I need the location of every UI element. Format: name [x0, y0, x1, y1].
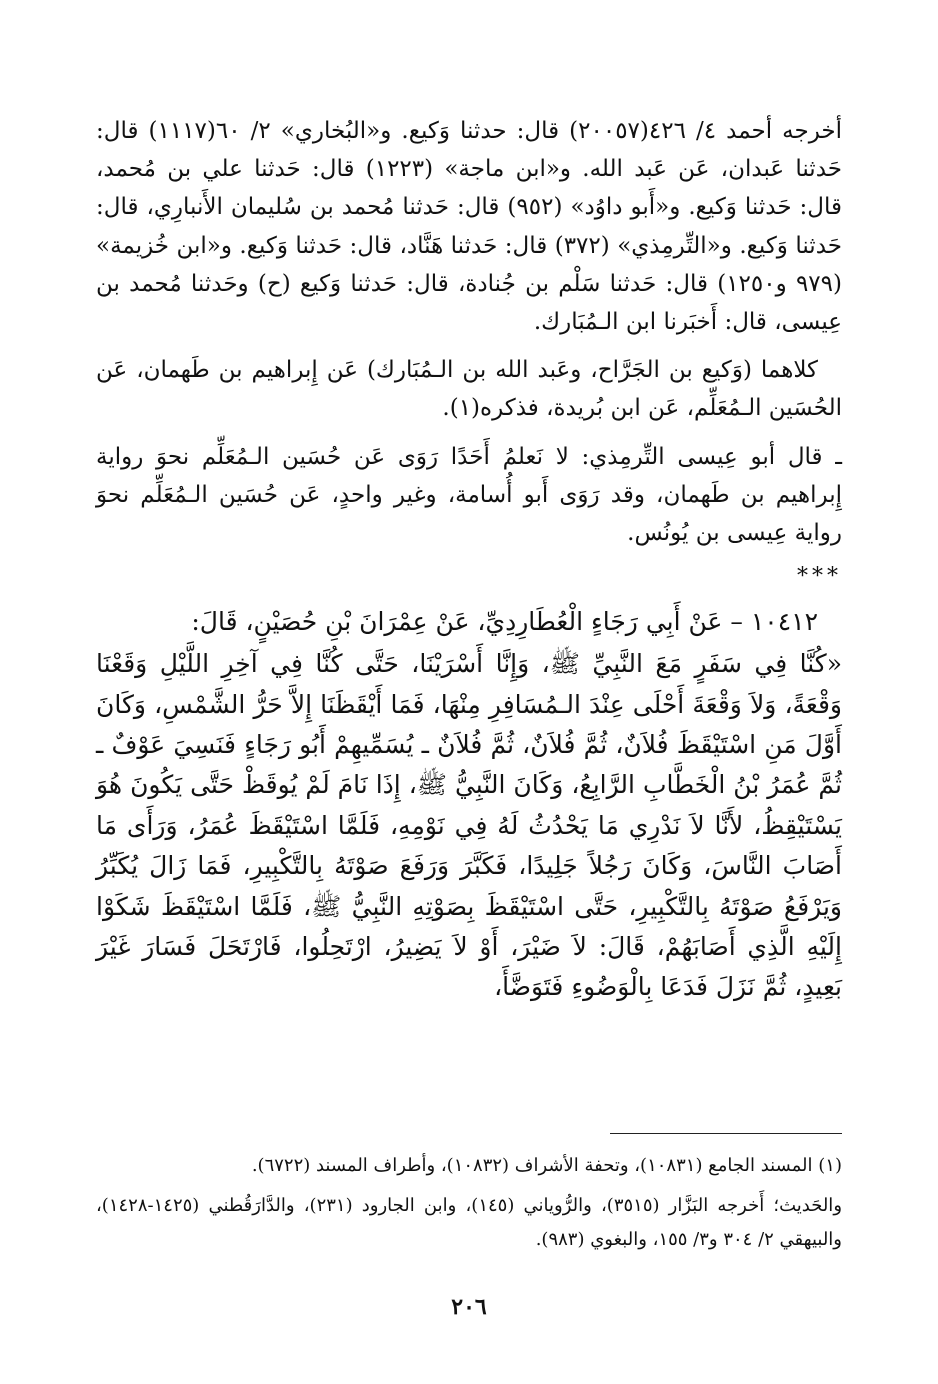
asterisks: *** — [797, 564, 842, 590]
footnote-1: (١) المسند الجامع (١٠٨٣١)، وتحفة الأشراف (١٠٨٣٢)، وأطراف المسند (٦٧٢٢). — [251, 1155, 842, 1176]
hadith-dash: – — [730, 607, 743, 637]
hadith-isnad: عَنْ أَبِي رَجَاءٍ الْعُطَارِدِيِّ، عَنْ عِمْرَانَ بْنِ حُصَيْنٍ، قَالَ: — [191, 607, 723, 637]
takhrij-paragraph: أخرجه أحمد ٤/ ٤٢٦(٢٠٠٥٧) قال: حدثنا وَكيع. و«البُخاري» ٢/ ٦٠(١١١٧) قال: حَدثنا عَبدان، عَن عَبد الله. و«ابن ماجة» (١٢٢٣) قال: حَدثنا علي بن مُحمد، قال: حَدثنا وَكيع. و«أَبو داوُد» (٩٥٢) قال: حَدثنا مُحمد بن سُليمان الأَنبارِي، قال: حَدثنا وَكيع. و«التِّرمِذي» (٣٧٢) قال: حَدثنا هَنَّاد، قال: حَدثنا وَكيع. و«ابن خُزيمة» (٩٧٩ و١٢٥٠) قال: حَدثنا سَلْم بن جُنادة، قال: حَدثنا وَكيع (ح) وحَدثنا مُحمد بن عِيسى، قال: أَخبَرنا ابن الـمُبَارك. — [96, 118, 843, 336]
narrators-paragraph: كلاهما (وَكيع بن الجَرَّاح، وعَبد الله بن الـمُبَارك) عَن إِبراهيم بن طَهمان، عَن الحُسَين الـمُعَلِّم، عَن ابن بُريدة، فذكره(١). — [96, 357, 842, 422]
hadith-heading — [96, 602, 842, 642]
section-separator — [96, 562, 842, 592]
main-text — [96, 112, 842, 1008]
hadith-matn: «كُنَّا فِي سَفَرٍ مَعَ النَّبِيِّ ﷺ، وَإِنَّا أَسْرَيْنَا، حَتَّى كُنَّا فِي آخِرِ اللَّيْلِ وَقَعْنَا وَقْعَةً، وَلاَ وَقْعَةَ أَحْلَى عِنْدَ الـمُسَافِرِ مِنْهَا، فَمَا أَيْقَظَنَا إِلاَّ حَرُّ الشَّمْسِ، وَكَانَ أَوَّلَ مَنِ اسْتَيْقَظَ فُلاَنٌ، ثُمَّ فُلاَنٌ، ثُمَّ فُلاَنٌ ـ يُسَمِّيهِمْ أَبُو رَجَاءٍ فَنَسِيَ عَوْفٌ ـ ثُمَّ عُمَرُ بْنُ الْخَطَّابِ الرَّابِعُ، وَكَانَ النَّبِيُّ ﷺ، إِذَا نَامَ لَمْ يُوقَظْ حَتَّى يَكُونَ هُوَ يَسْتَيْقِظُ، لأَنَّا لاَ نَدْرِي مَا يَحْدُثُ لَهُ فِي نَوْمِهِ، فَلَمَّا اسْتَيْقَظَ عُمَرُ، وَرَأَى مَا أَصَابَ النَّاسَ، وَكَانَ رَجُلاً جَلِيدًا، فَكَبَّرَ وَرَفَعَ صَوْتَهُ بِالتَّكْبِيرِ، فَمَا زَالَ يُكَبِّرُ وَيَرْفَعُ صَوْتَهُ بِالتَّكْبِيرِ، حَتَّى اسْتَيْقَظَ بِصَوْتِهِ النَّبِيُّ ﷺ، فَلَمَّا اسْتَيْقَظَ شَكَوْا إِلَيْهِ الَّذِي أَصَابَهُمْ، قَالَ: لاَ ضَيْرَ، أَوْ لاَ يَضِيرُ، ارْتَحِلُوا، فَارْتَحَلَ فَسَارَ غَيْرَ بَعِيدٍ، ثُمَّ نَزَلَ فَدَعَا بِالْوَضُوءِ فَتَوَضَّأَ، — [96, 649, 842, 1002]
page-number: ٢٠٦ — [451, 1294, 487, 1320]
tirmidhi-comment: ـ قال أبو عِيسى التِّرمِذي: لا نَعلمُ أَحَدًا رَوَى عَن حُسَين الـمُعَلِّم نحوَ رواية إِبراهيم بن طَهمان، وقد رَوَى أَبو أُسامة، وغير واحدٍ، عَن حُسَين الـمُعَلِّم نحوَ رواية عِيسى بن يُونُس. — [96, 443, 842, 547]
footnote-divider — [610, 1133, 842, 1134]
footnotes — [96, 1149, 842, 1263]
footnote-1-continuation: والحَديث؛ أَخرجه البَزَّار (٣٥١٥)، والرُّوياني (١٤٥)، وابن الجارود (٢٣١)، والدَّارَقُطني (١٤٢٥-١٤٢٨)، والبيهقي ٢/ ٣٠٤ و٣/ ١٥٥، والبغوي (٩٨٣). — [96, 1195, 843, 1250]
hadith-number: ١٠٤١٢ — [750, 607, 818, 637]
